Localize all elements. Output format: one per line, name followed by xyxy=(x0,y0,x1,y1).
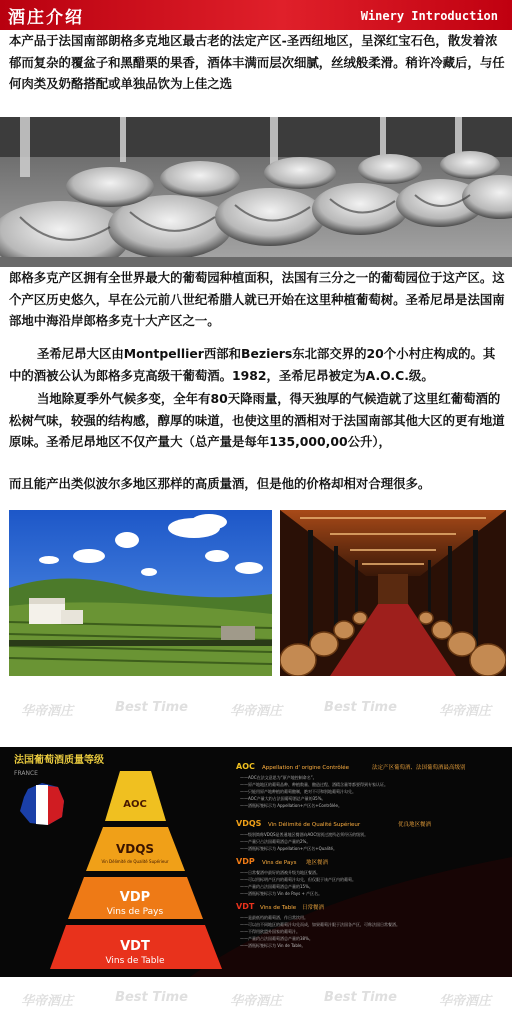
watermark-text: 华帝酒庄 xyxy=(21,704,74,719)
watermark-text: 华帝酒庄 xyxy=(229,994,282,1009)
page-title-en: Winery Introduction xyxy=(360,9,498,23)
paragraph-4: 而且能产出类似波尔多地区那样的高质量酒，但是他的价格却相对合理很多。 xyxy=(9,476,431,491)
svg-text:Vins de Pays: Vins de Pays xyxy=(106,907,164,917)
svg-text:VDQS: VDQS xyxy=(236,819,262,828)
svg-text:日常餐酒: 日常餐酒 xyxy=(302,905,325,911)
svg-text:——可以由不同地区的葡萄汁勾兑而成，如果葡萄汁限于法国各产区: ——可以由不同地区的葡萄汁勾兑而成，如果葡萄汁限于法国各产区，可称法国日常餐酒。 xyxy=(240,922,400,927)
svg-text:——只能用原产地种植的葡萄酿制，绝对不可和别地葡萄汁勾兑。: ——只能用原产地种植的葡萄酿制，绝对不可和别地葡萄汁勾兑。 xyxy=(240,789,356,794)
svg-text:——原产地地区的葡萄品种、种植数量、酿造过程、酒精含量等都要: ——原产地地区的葡萄品种、种植数量、酿造过程、酒精含量等都要得到专家认证。 xyxy=(240,782,388,787)
svg-text:——酒瓶标签标示为 Appellation+产区名+Qual: ——酒瓶标签标示为 Appellation+产区名+Qualité。 xyxy=(240,846,337,851)
svg-text:VDT: VDT xyxy=(236,902,255,911)
svg-text:——酒瓶标签标示为 Appellation+产区名+Cont: ——酒瓶标签标示为 Appellation+产区名+Contrôlée。 xyxy=(240,803,342,808)
svg-text:——产量约占法国葡萄酒总产量的15%。: ——产量约占法国葡萄酒总产量的15%。 xyxy=(240,884,313,889)
svg-text:Vin Délimité de Qualité Supéri: Vin Délimité de Qualité Supérieur xyxy=(101,859,169,864)
svg-text:地区餐酒: 地区餐酒 xyxy=(306,860,329,866)
svg-text:Vins de Pays: Vins de Pays xyxy=(262,860,297,866)
watermark-text: Best Time xyxy=(324,700,397,715)
svg-text:——产量约占法国葡萄酒总产量的38%。: ——产量约占法国葡萄酒总产量的38%。 xyxy=(240,936,313,941)
paragraph-2: 圣希尼昂大区由Montpellier西部和Beziers东北部交界的20个小村庄构成的。其中的酒被公认为郎格多克高级干葡萄酒。1982，圣希尼昂被定为A.O.C.级。 xyxy=(9,346,496,383)
svg-text:Vins de Table: Vins de Table xyxy=(105,956,165,966)
svg-text:Appellation d' origine Contrôl: Appellation d' origine Contrôlée xyxy=(262,765,350,771)
svg-text:VDT: VDT xyxy=(120,939,150,954)
svg-text:——AOC在法文意思为“原产地控制命名”。: ——AOC在法文意思为“原产地控制命名”。 xyxy=(240,775,317,780)
svg-text:VDP: VDP xyxy=(119,890,151,905)
svg-text:法定产区葡萄酒、法国葡萄酒最高级别: 法定产区葡萄酒、法国葡萄酒最高级别 xyxy=(372,765,466,771)
svg-text:——是最低档的葡萄酒，作日常饮用。: ——是最低档的葡萄酒，作日常饮用。 xyxy=(240,915,308,920)
watermark-row xyxy=(0,990,512,1009)
watermark-text: Best Time xyxy=(324,990,397,1005)
page-title: 酒庄介绍 xyxy=(8,8,84,28)
watermark-text: 华帝酒庄 xyxy=(438,704,491,719)
intro-text: 本产品于法国南部朗格多克地区最古老的法定产区-圣西纽地区，呈深红宝石色，散发着浓郁而复杂的覆盆子和黑醋栗的果香，酒体丰满而层次细腻，丝绒般柔滑。稍许冷藏后，与任何肉类及奶酪搭配或单独品饮为上佳之选 xyxy=(9,33,505,91)
svg-text:VDP: VDP xyxy=(236,857,255,866)
svg-text:——酒瓶标签标示为 Vin de Table。: ——酒瓶标签标示为 Vin de Table。 xyxy=(240,943,306,948)
cellar-photo xyxy=(280,510,506,676)
watermark-text: 华帝酒庄 xyxy=(438,994,491,1009)
watermark-text: Best Time xyxy=(115,990,188,1005)
watermark-text: 华帝酒庄 xyxy=(229,704,282,719)
svg-text:AOC: AOC xyxy=(123,799,147,810)
watermark-row xyxy=(0,700,512,719)
svg-text:——产量只占法国葡萄酒总产量的2%。: ——产量只占法国葡萄酒总产量的2%。 xyxy=(240,839,311,844)
svg-text:VDQS: VDQS xyxy=(115,842,155,856)
watermark-text: Best Time xyxy=(115,700,188,715)
svg-text:Vin Délimité de Qualité Supéri: Vin Délimité de Qualité Supérieur xyxy=(268,822,361,828)
pyramid-title: 法国葡萄酒质量等级 xyxy=(14,755,104,766)
svg-text:——不得用欧盟外国家的葡萄汁。: ——不得用欧盟外国家的葡萄汁。 xyxy=(240,929,300,934)
svg-text:AOC: AOC xyxy=(236,762,255,771)
svg-text:——级别简称VDQS是普通地区餐酒向AOC级别过渡所必须经历: ——级别简称VDQS是普通地区餐酒向AOC级别过渡所必须经历的级别。 xyxy=(240,832,369,837)
svg-text:——可以用标明产区内的葡萄汁勾兑，但仅限于该产区内的葡萄。: ——可以用标明产区内的葡萄汁勾兑，但仅限于该产区内的葡萄。 xyxy=(240,877,356,882)
vineyard-photo xyxy=(9,510,272,676)
wine-grade-infographic xyxy=(0,747,512,977)
svg-text:——日常餐酒中最好的酒被升级为地区餐酒。: ——日常餐酒中最好的酒被升级为地区餐酒。 xyxy=(240,870,320,875)
svg-text:——酒瓶标签标示为 Vin de Pays + 产区名。: ——酒瓶标签标示为 Vin de Pays + 产区名。 xyxy=(240,891,323,896)
paragraph-3: 当地除夏季外气候多变，全年有80天降雨量，得天独厚的气候造就了这里红葡萄酒的松树气味，较强的结构感，醇厚的味道，也使这里的酒相对于法国南部其他大区的更有地道原味。圣希尼昂地区不仅产量大（总产量是每年135,000,00公升）， xyxy=(9,391,505,449)
svg-text:——AOC产量大约占法国葡萄酒总产量的35%。: ——AOC产量大约占法国葡萄酒总产量的35%。 xyxy=(240,796,326,801)
barrel-photo xyxy=(0,117,512,267)
paragraph-1: 郎格多克产区拥有全世界最大的葡萄园种植面积，法国有三分之一的葡萄园位于这产区。这个产区历史悠久，早在公元前八世纪希腊人就已开始在这里种植葡萄树。圣希尼昂是法国南部地中海沿岸郎格多克十大产区之一。 xyxy=(9,270,505,328)
svg-text:优良地区餐酒: 优良地区餐酒 xyxy=(398,822,432,828)
svg-text:Vins de Table: Vins de Table xyxy=(260,905,297,911)
pyramid-country: FRANCE xyxy=(14,770,38,777)
watermark-text: 华帝酒庄 xyxy=(21,994,74,1009)
header-bar xyxy=(0,0,512,30)
